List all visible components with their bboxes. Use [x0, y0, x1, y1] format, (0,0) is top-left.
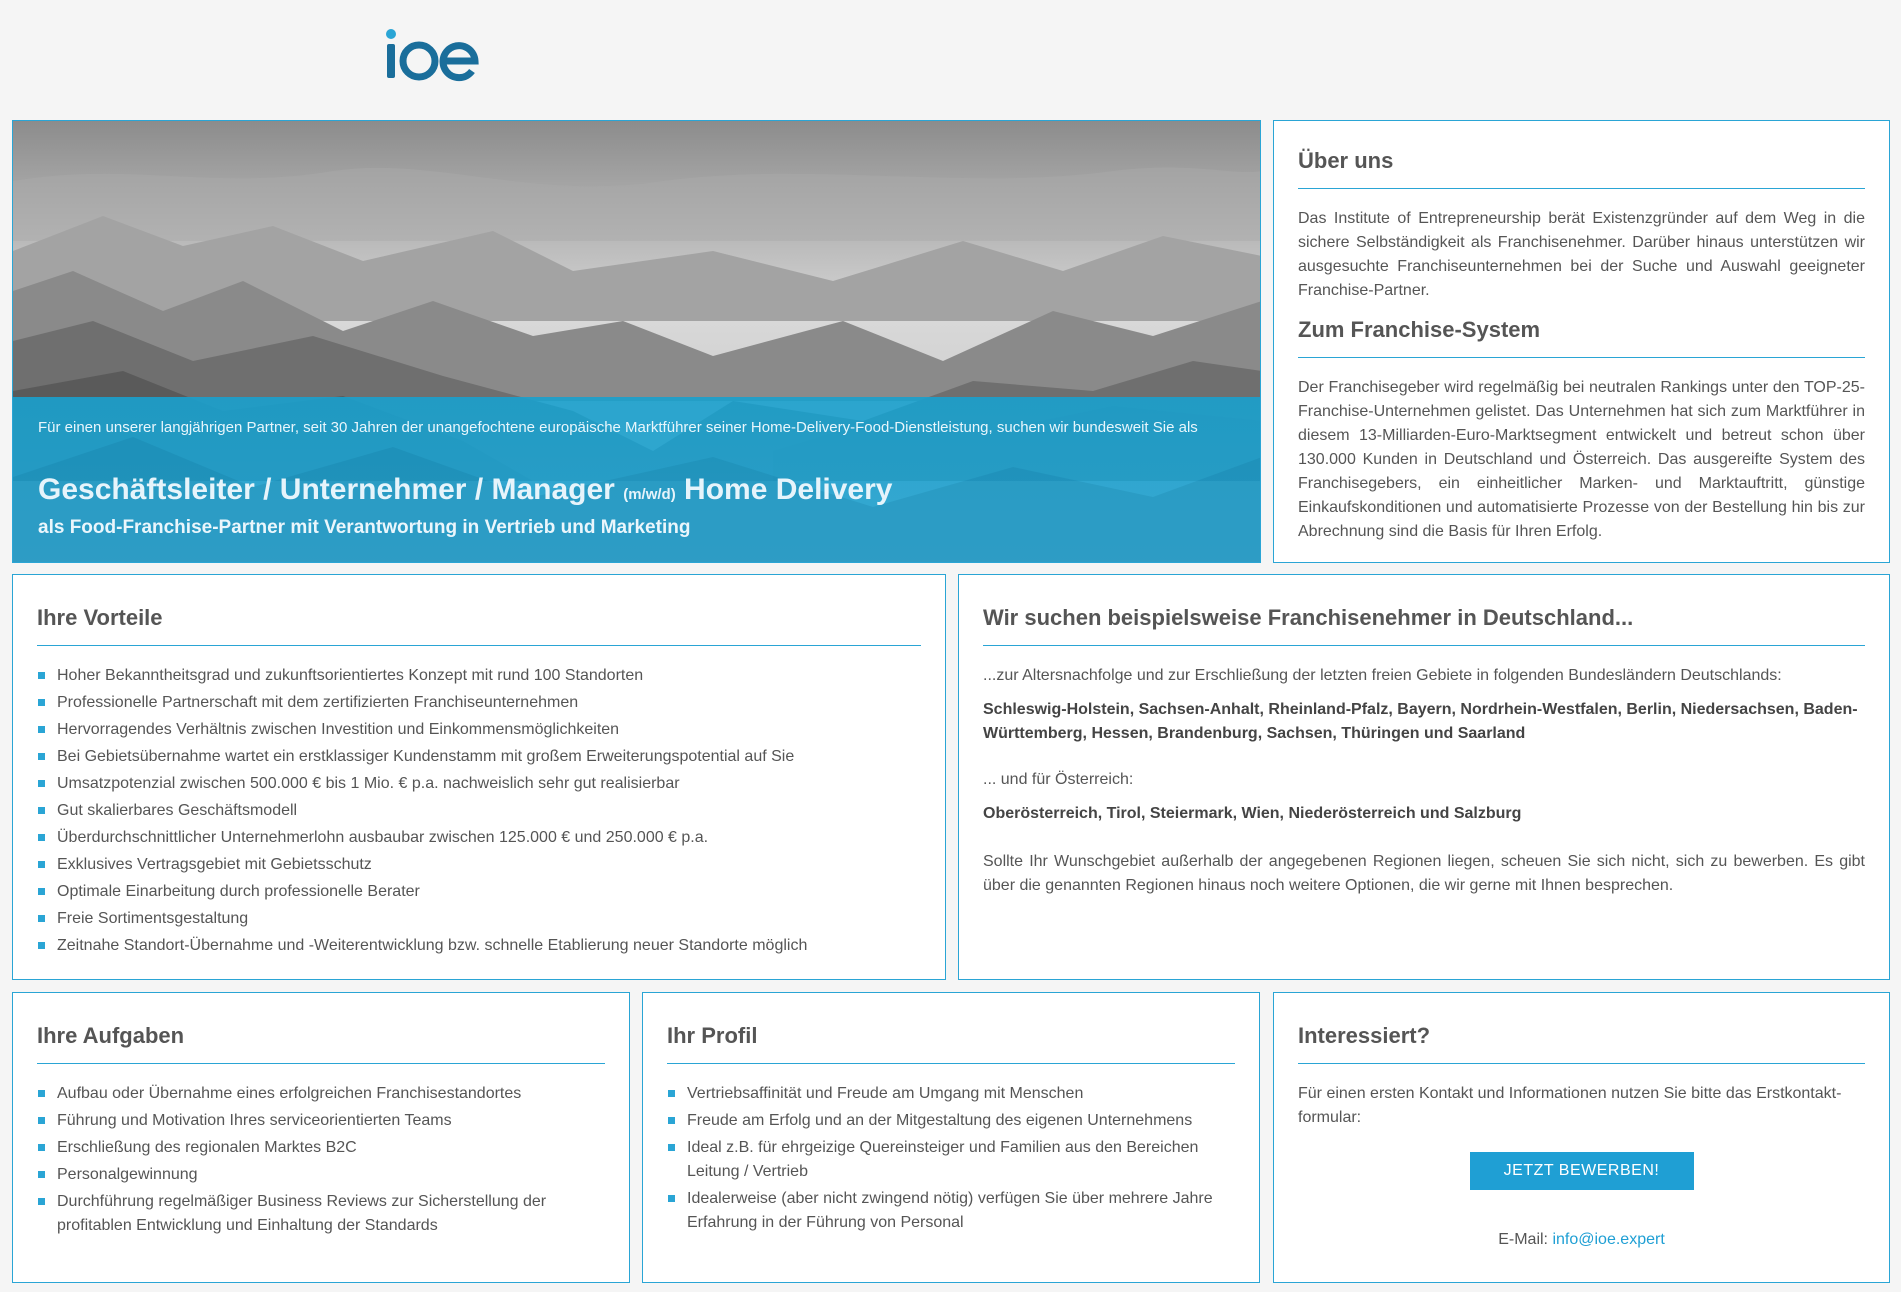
advantages-title: Ihre Vorteile	[37, 605, 921, 646]
list-item: Bei Gebietsübernahme wartet ein erstklassiger Kundenstamm mit großem Erweiterungspotential auf Sie	[37, 745, 921, 769]
tasks-panel	[12, 992, 630, 1283]
list-item: Ideal z.B. für ehrgeizige Quereinsteiger und Familien aus den Bereichen Leitung / Vertrieb	[667, 1136, 1235, 1184]
search-at-regions: Oberösterreich, Tirol, Steiermark, Wien, Niederösterreich und Salzburg	[983, 805, 1522, 822]
list-item: Idealerweise (aber nicht zwingend nötig) verfügen Sie über mehrere Jahre Erfahrung in der Führung von Personal	[667, 1187, 1235, 1235]
list-item: Freie Sortimentsgestaltung	[37, 907, 921, 931]
list-item: Umsatzpotenzial zwischen 500.000 € bis 1 Mio. € p.a. nachweislich sehr gut realisierbar	[37, 772, 921, 796]
list-item: Durchführung regelmäßiger Business Reviews zur Sicherstellung der profitablen Entwicklung und Einhaltung der Standards	[37, 1190, 605, 1238]
list-item: Hervorragendes Verhältnis zwischen Investition und Einkommensmöglichkeiten	[37, 718, 921, 742]
headline-end: Home Delivery	[684, 473, 893, 506]
list-item: Führung und Motivation Ihres serviceorientierten Teams	[37, 1109, 605, 1133]
search-outro: Sollte Ihr Wunschgebiet außerhalb der angegebenen Regionen liegen, scheuen Sie sich nicht, sich zu bewerben. Es gibt über die genannten Regionen hinaus noch weitere Optionen, die wir gerne mit Ihnen besprechen.	[983, 853, 1865, 894]
about-panel	[1273, 120, 1890, 563]
list-item: Vertriebsaffinität und Freude am Umgang mit Menschen	[667, 1082, 1235, 1106]
list-item: Gut skalierbares Geschäftsmodell	[37, 799, 921, 823]
list-item: Überdurchschnittlicher Unternehmerlohn ausbaubar zwischen 125.000 € und 250.000 € p.a.	[37, 826, 921, 850]
contact-line	[1298, 1228, 1865, 1252]
profile-panel	[642, 992, 1260, 1283]
list-item: Aufbau oder Übernahme eines erfolgreichen Franchisestandortes	[37, 1082, 605, 1106]
hero-subline: als Food-Franchise-Partner mit Verantwortung in Vertrieb und Marketing	[38, 517, 691, 538]
list-item: Zeitnahe Standort-Übernahme und -Weiterentwicklung bzw. schnelle Etablierung neuer Standorte möglich	[37, 934, 921, 958]
list-item: Hoher Bekanntheitsgrad und zukunftsorientiertes Konzept mit rund 100 Standorten	[37, 664, 921, 688]
interest-title: Interessiert?	[1298, 1023, 1865, 1064]
about-title: Über uns	[1298, 148, 1865, 189]
search-de-intro: ...zur Altersnachfolge und zur Erschließung der letzten freien Gebiete in folgenden Bundesländern Deutschlands:	[983, 667, 1782, 684]
email-label: E-Mail:	[1498, 1231, 1548, 1248]
headline-main: Geschäftsleiter / Unternehmer / Manager	[38, 473, 615, 506]
hero-banner	[12, 120, 1261, 563]
list-item: Freude am Erfolg und an der Mitgestaltung des eigenen Unternehmens	[667, 1109, 1235, 1133]
list-item: Professionelle Partnerschaft mit dem zertifizierten Franchiseunternehmen	[37, 691, 921, 715]
search-title: Wir suchen beispielsweise Franchisenehmer in Deutschland...	[983, 605, 1865, 646]
tasks-list	[37, 1082, 605, 1238]
list-item: Optimale Einarbeitung durch professionelle Berater	[37, 880, 921, 904]
email-link[interactable]: info@ioe.expert	[1552, 1231, 1665, 1248]
ioe-logo	[384, 24, 480, 84]
search-at-intro: ... und für Österreich:	[983, 771, 1134, 788]
list-item: Erschließung des regionalen Marktes B2C	[37, 1136, 605, 1160]
system-text: Der Franchisegeber wird regelmäßig bei neutralen Rankings unter den TOP-25-Franchise-Unternehmen gelistet. Das Unternehmen hat sich zum Marktführer in diesem 13-Milliarden-Euro-Marktsegment entwickelt und betreut schon über 130.000 Kunden in Deutschland und Österreich. Das ausgereifte System des Franchisegebers, ein einheitlicher Marken- und Marktauftritt, günstige Einkaufskonditionen und automatisierte Prozesse von der Bestellung hin bis zur Abrechnung sind die Basis für Ihren Erfolg.	[1298, 379, 1865, 540]
interest-text: Für einen ersten Kontakt und Informationen nutzen Sie bitte das Erstkontakt-formular:	[1298, 1085, 1842, 1126]
advantages-panel	[12, 574, 946, 980]
hero-intro: Für einen unserer langjährigen Partner, seit 30 Jahren der unangefochtene europäische Marktführer seiner Home-Delivery-Food-Dienstleistung, suchen wir bundesweit Sie als	[38, 419, 1198, 436]
hero-headline	[38, 473, 892, 507]
apply-button[interactable]: JETZT BEWERBEN!	[1470, 1152, 1694, 1190]
interest-panel	[1273, 992, 1890, 1283]
tasks-title: Ihre Aufgaben	[37, 1023, 605, 1064]
profile-title: Ihr Profil	[667, 1023, 1235, 1064]
search-panel	[958, 574, 1890, 980]
system-title: Zum Franchise-System	[1298, 317, 1865, 358]
headline-gender-note: (m/w/d)	[623, 486, 676, 503]
profile-list	[667, 1082, 1235, 1235]
advantages-list	[37, 664, 921, 958]
list-item: Exklusives Vertragsgebiet mit Gebietsschutz	[37, 853, 921, 877]
about-text: Das Institute of Entrepreneurship berät Existenzgründer auf dem Weg in die sichere Selbständigkeit als Franchisenehmer. Darüber hinaus unterstützen wir ausgesuchte Franchiseunternehmen bei der Suche und Auswahl geeigneter Franchise-Partner.	[1298, 210, 1865, 299]
search-de-regions: Schleswig-Holstein, Sachsen-Anhalt, Rheinland-Pfalz, Bayern, Nordrhein-Westfalen, Berlin, Niedersachsen, Baden-Württemberg, Hessen, Brandenburg, Sachsen, Thüringen und Saarland	[983, 701, 1858, 742]
list-item: Personalgewinnung	[37, 1163, 605, 1187]
